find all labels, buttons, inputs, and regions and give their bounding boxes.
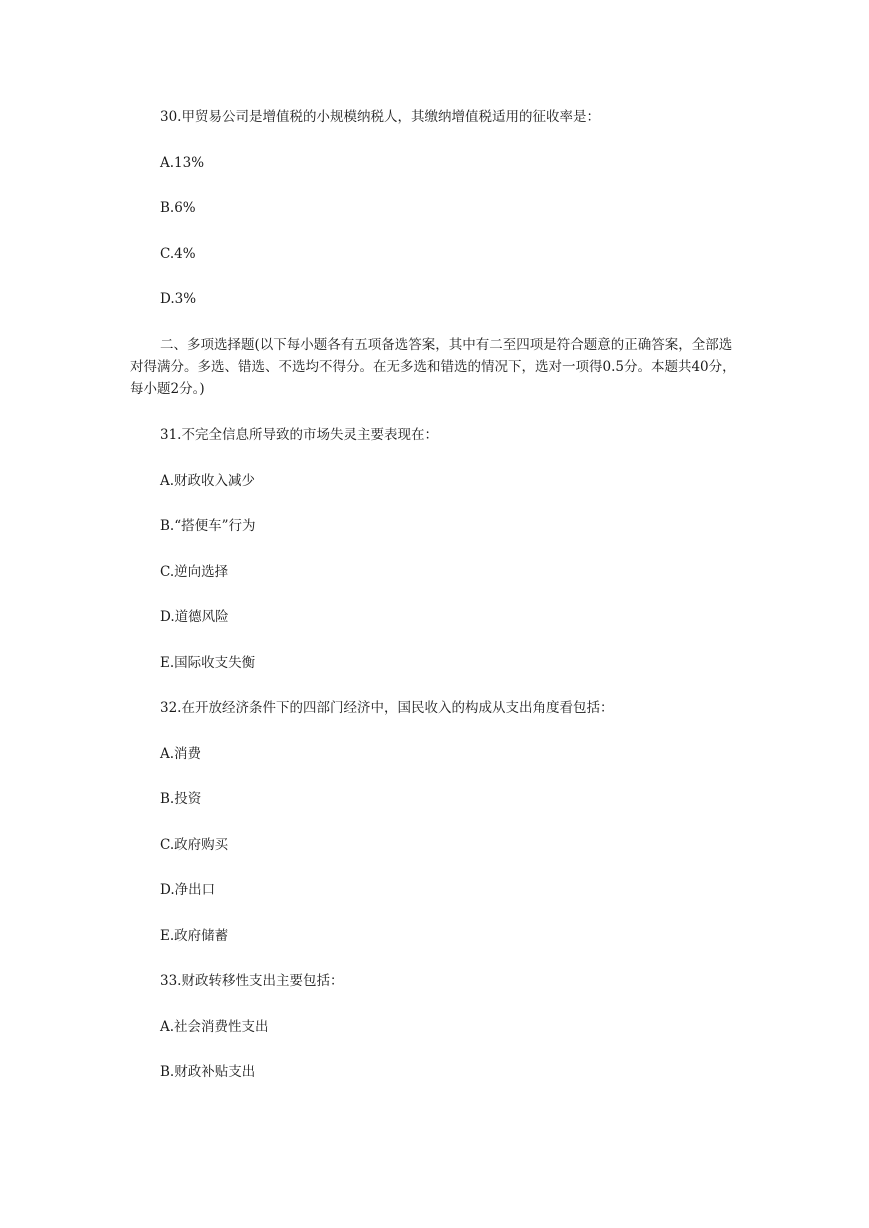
question-33-option-a: A.社会消费性支出 [160, 1019, 269, 1035]
question-31-stem: 31.不完全信息所导致的市场失灵主要表现在： [160, 427, 438, 443]
question-33-stem: 33.财政转移性支出主要包括： [160, 973, 344, 989]
question-31-option-d: D.道德风险 [160, 609, 229, 625]
question-32-option-a: A.消费 [160, 746, 202, 762]
question-33-option-b: B.财政补贴支出 [160, 1064, 256, 1080]
question-31-option-e: E.国际收支失衡 [160, 655, 256, 671]
question-30-option-d: D.3% [160, 291, 197, 307]
question-31-option-c: C.逆向选择 [160, 564, 229, 580]
question-32-option-e: E.政府储蓄 [160, 928, 229, 944]
question-31-option-b: B.“搭便车”行为 [160, 518, 256, 534]
question-32-option-d: D.净出口 [160, 882, 216, 898]
section-2-heading: 二、多项选择题(以下每小题各有五项备选答案，其中有二至四项是符合题意的正确答案，全部选对得满分。多选、错选、不选均不得分。在无多选和错选的情况下，选对一项得0.5分。本题共40分，每小题2分。) [130, 337, 736, 397]
question-32-option-b: B.投资 [160, 791, 202, 807]
question-30-stem: 30.甲贸易公司是增值税的小规模纳税人，其缴纳增值税适用的征收率是： [160, 109, 600, 125]
question-30-option-a: A.13% [160, 155, 205, 171]
question-30-option-c: C.4% [160, 246, 196, 262]
question-32-stem: 32.在开放经济条件下的四部门经济中，国民收入的构成从支出角度看包括： [160, 700, 614, 716]
question-32-option-c: C.政府购买 [160, 837, 229, 853]
question-31-option-a: A.财政收入减少 [160, 473, 256, 489]
question-30-option-b: B.6% [160, 200, 196, 216]
